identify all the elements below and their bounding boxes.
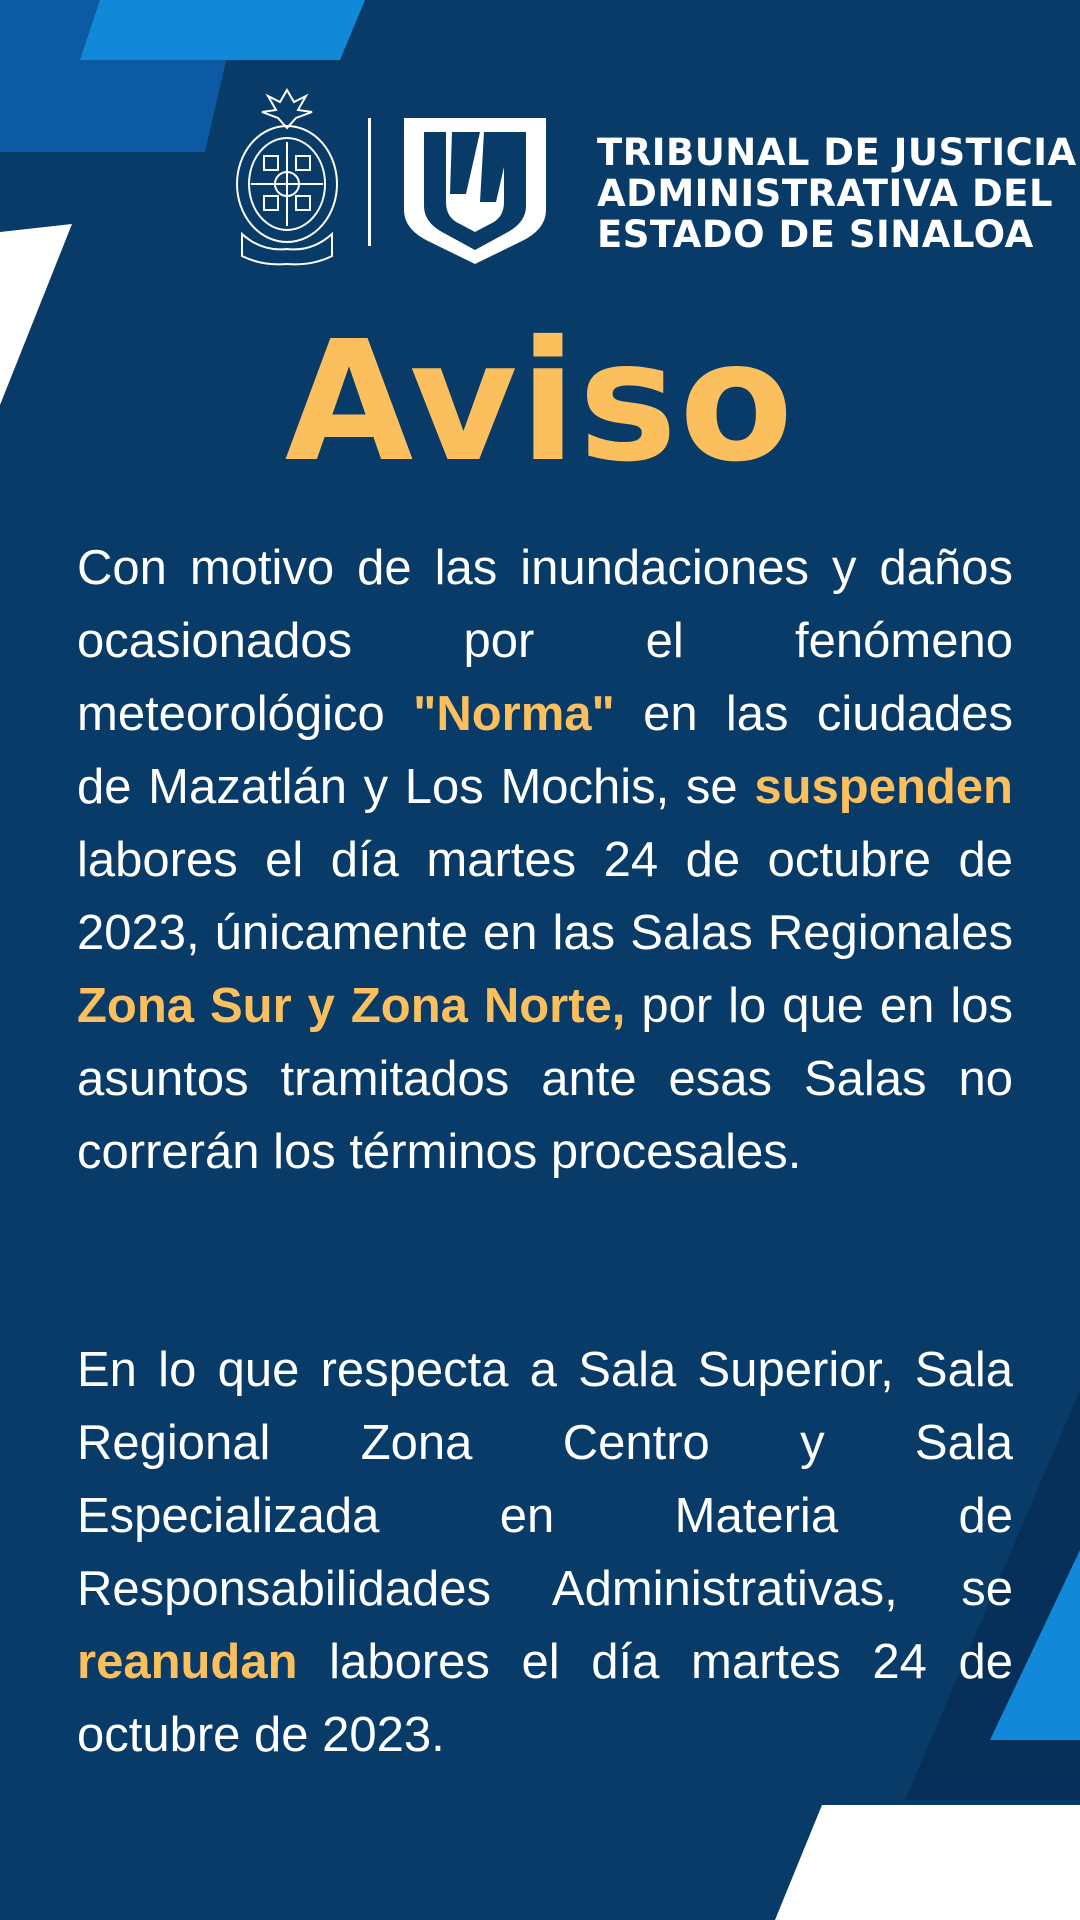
p2-text-2: labores el día martes 24 de octubre de 2023. (77, 1635, 1013, 1762)
organization-name (597, 132, 1077, 255)
header (232, 82, 1077, 272)
p2-highlight-reanudan: reanudan (77, 1635, 298, 1689)
p1-text-3: labores el día martes 24 de octubre de 2023, únicamente en las Salas Regionales (77, 833, 1013, 960)
p1-text-1: Con motivo de las inundaciones y daños ocasionados por el fenómeno meteorológico (77, 541, 1013, 741)
bottom-right-white-stripe (775, 1805, 1080, 1920)
p2-text-1: En lo que respecta a Sala Superior, Sala Regional Zona Centro y Sala Especializada en Materia de Responsabilidades Administrativas, se (77, 1343, 1013, 1616)
org-name-line-3: ESTADO DE SINALOA (597, 213, 1034, 256)
p1-highlight-suspenden: suspenden (754, 760, 1013, 814)
sinaloa-coat-of-arms-icon (232, 84, 342, 268)
p1-highlight-zonas: Zona Sur y Zona Norte, (77, 979, 626, 1033)
p1-text-2: en las ciudades de Mazatlán y Los Mochis, se (77, 687, 1013, 814)
p1-highlight-norma: "Norma" (413, 687, 615, 741)
notice-title: Aviso (284, 306, 796, 499)
p1-text-4: por lo que en los asuntos tramitados ante esas Salas no correrán los términos procesales. (77, 979, 1013, 1179)
header-divider (368, 118, 371, 246)
top-left-light-stripe (80, 0, 365, 60)
org-name-line-2: ADMINISTRATIVA DEL (597, 172, 1054, 215)
notice-paragraph-1 (77, 532, 1013, 1189)
notice-paragraph-2 (77, 1334, 1013, 1772)
tja-shield-logo-icon (400, 118, 550, 264)
org-name-line-1: TRIBUNAL DE JUSTICIA (597, 131, 1077, 174)
